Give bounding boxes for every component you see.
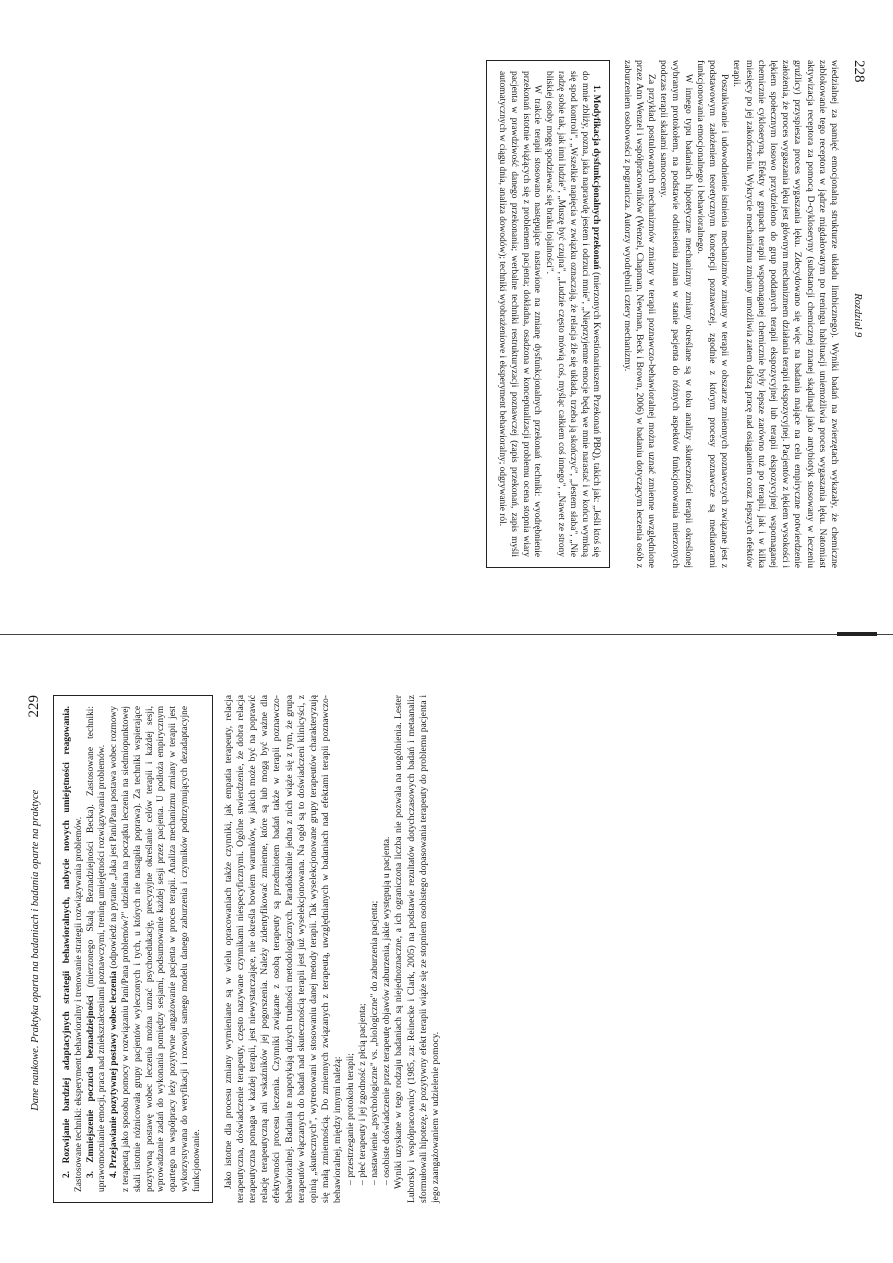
box-item-1: 1. Modyfikacja dysfunkcjonalnych przekonań (mierzonych Kwestionariuszem Przekonań PBQ), takich jak: „Jeśli ktoś się do mnie zbliży, pozna, jaka naprawdę jestem i odrzuci mnie", „Nieprzyjemne emocje będą we mnie narastać i w końcu wymkną się spod kontroli", „Wszelkie napięcia w związku oznaczają, że relacja źle się układa, trzeba ją skończyć", „Jestem słaba", „Nie radzę sobie tak, jak inni ludzie", „Muszę być czujna", „Ludzie często mówią coś, myśląc całkiem coś innego", „Nawet ze strony bliskiej osoby mogę spodziewać się braku lojalności". [544, 71, 602, 557]
box-item-2: 2. Rozwijanie bardziej adaptacyjnych strategii behawioralnych, nabycie nowych umiejętności reagowania. Zastosowane techniki: eksperyment behawioralny i trenowanie strategii rozwiązywania problemów. [62, 706, 84, 1192]
paragraph: W innego typu badaniach hipotetyczne mechanizmy zmiany określane są w toku analizy skuteczności terapii określonej wybranym protokołem, na podstawie odniesienia zmian w stanie pacjenta do różnych aspektów funkcjonowania mierzonych podczas terapii skalami samooceny. [658, 60, 694, 568]
list-item: – przestrzeganie protokołu terapii; [345, 695, 357, 1185]
page-number: 228 [851, 60, 867, 83]
mechanism-box-cont [53, 695, 213, 1203]
page-228 [0, 0, 893, 620]
paragraph: Poszukiwanie i udowodnienie istnienia mechanizmów zmiany w terapii w obszarze zmiennych poznawczych związane jest z podstawowym założeniem teoretycznym koncepcji poznawczej, zgodnie z którym procesy poznawcze są mediatorami funkcjonowania emocjonalnego i behawioralnego. [694, 60, 731, 568]
mechanism-box [486, 60, 610, 568]
box-item-3: 3. Zmniejszenie poczucia beznadziejności (mierzonego Skalą Beznadziejności Becka). Zastosowane techniki: uprawomocnianie emocji, praca nad zniekształceniami poznawczymi, trening umiejętności rozwiązywania problemów. [85, 706, 108, 1192]
paragraph: Wyniki uzyskane w tego rodzaju badaniach są niejednoznaczne, a ich ograniczona liczba nie pozwala na uogólnienia. Lester Luborsky i współpracownicy (1985, za: Reinecke i Clark, 2005) na podstawie rezultatów dotychczasowych badań i metaanaliz sformułowali hipotezę, że pozytywny efekt terapii wiąże się ze stopniem osobistego dopasowania terapeuty do problemu pacjenta i jego zaangażowaniem w udzielenie pomocy. [393, 695, 442, 1203]
list-item: – osobiste doświadczenie przez terapeutę objawów zaburzenia, jakie występują u pacjenta. [381, 695, 393, 1185]
page-number: 229 [26, 695, 42, 718]
list-item: – płeć terapeuty i jej zgodność z płcią pacjenta; [357, 695, 369, 1185]
paragraph: wiedzialnej za pamięć emocjonalną strukturze układu limbicznego). Wyniki badań na zwierzętach wykazały, że chemiczne zablokowanie tego receptora w jądrze migdałowatym po treningu habituacji uniemożliwia proces wygaszania lęku. Natomiast aktywizacja receptora za pomocą D-cykloseryny (substancji chemicznej znanej skądinąd jako antybiotyk stosowany w leczeniu gruźlicy) przyspiesza proces wygaszania lęku. Zdecydowano się więc na badania mające na celu empiryczne potwierdzenie założenia, że proces wygaszania lęku jest głównym mechanizmem działania terapii ekspozycyjnej. Pacjentów z lękiem wysokości i lękiem społecznym losowo przydzielono do grup poddanych terapii ekspozycyjnej lub terapii ekspozycyjnej wspomaganej chemicznie cykloseryną. Efekty w grupach terapii wspomaganej chemicznie były lepsze zarówno tuż po terapii, jak i w kilka miesięcy po jej zakończeniu. Wykrycie mechanizmu zmiany umożliwia zatem dalszą pracę nad osiąganiem coraz lepszych efektów terapii. [731, 60, 840, 568]
page-divider [0, 628, 893, 642]
page-header-229 [26, 695, 43, 1203]
running-head: Rozdział 9 [852, 293, 863, 338]
list-item: – nastawienie „psychologiczne" vs. „biologiczne" do zaburzenia pacjenta; [369, 695, 381, 1185]
page-header-228 [850, 60, 867, 568]
page-229 [0, 643, 893, 1263]
box-item-1-cont: W trakcie terapii stosowano następujące nastawione na zmianę dysfunkcjonalnych przekonań techniki: wyodrębnienie przekonań istotnie wiążących się z problemem pacjenta; dokładna, osadzona w konceptualizacji problemu ocena stopnia wiary pacjenta w prawdziwość danego przekonania; werbalne techniki restrukturyzacji poznawczej (zapis przekonań, zapis myśli automatycznych w ciągu dnia, analiza dowodów); techniki wyobrażeniowe i eksperyment behawioralny; odgrywanie ról. [496, 71, 543, 557]
box-item-4: 4. Przejawianie pozytywnej postawy wobec leczenia (odpowiedź na pytanie „Jaka jest Pani/Pana postawa wobec rozmowy z terapeutą jako sposobu pomocy w rozwiązaniu Pani/Pana problemów?" udzielana na początku leczenia na siedmiopunktowej skali istotnie różnicowała grupy pacjentów wyleczonych i tych, u których nie nastąpiła poprawa). Za techniki wspierające pozytywną postawę wobec leczenia można uznać psychoedukację, precyzyjne określanie celów terapii i każdej sesji, wprowadzanie zadań do wykonania pomiędzy sesjami, podsumowanie każdej sesji przez pacjenta. U podłoża empirycznym opartego na współpracy leży pozytywne angażowanie pacjenta w proces terapii. Analiza mechanizmu zmiany w terapii jest wykorzystywana do weryfikacji i rozwoju samego modelu danego zaburzenia i czynników podtrzymujących dezadaptacyjne funkcjonowanie. [109, 706, 202, 1192]
running-head: Dane naukowe. Praktyka oparta na badaniach i badania oparte na praktyce [30, 789, 41, 1111]
therapist-variables-list [345, 695, 394, 1203]
paragraph: Za przykład postulowanych mechanizmów zmiany w terapii poznawczo-behawioralnej można uznać zmienne uwzględnione przez Ann Wenzel i współpracowników (Wenzel, Chapman, Newman, Beck i Brown, 2006) w badaniu dotyczącym leczenia osób z zaburzeniem osobowości z pogranicza. Autorzy wyodrębnili cztery mechanizmy. [621, 60, 657, 568]
paragraph: Jako istotne dla procesu zmiany wymieniane są w wielu opracowaniach także czynniki, jak empatia terapeuty, relacja terapeutyczna, doświadczenie terapeuty, często nazywane czynnikami niespecyficznymi. Ogólne stwierdzenie, że dobra relacja terapeutyczna pomaga w każdej terapii, jest niewystarczające, nie określa bowiem warunków, w jakich może być na poprawić relację terapeutyczną ani wskaźników jej pogorszenia. Należy zidentyfikować zmienne, które są lub mogą być ważne dla efektywności procesu leczenia. Czynniki związane z osobą terapeuty są przedmiotem badań także w terapii poznawczo-behawioralnej. Badania te napotykają dużych trudności metodologicznych. Paradoksalnie jedna z nich wiąże się z tym, że grupa terapeutów włączanych do badań nad skutecznością terapii jest już wyselekcjonowana. Na ogół są to doświadczeni klinicyści, z opinią „skutecznych", wytrenowani w stosowaniu danej metody terapii. Tak wyselekcjonowane grupy terapeutów charakteryzują się małą zmiennością. Do zmiennych związanych z terapeutą, uwzględnianych w badaniach nad efektami terapii poznawczo-behawioralnej, między innymi należą: [222, 695, 344, 1203]
